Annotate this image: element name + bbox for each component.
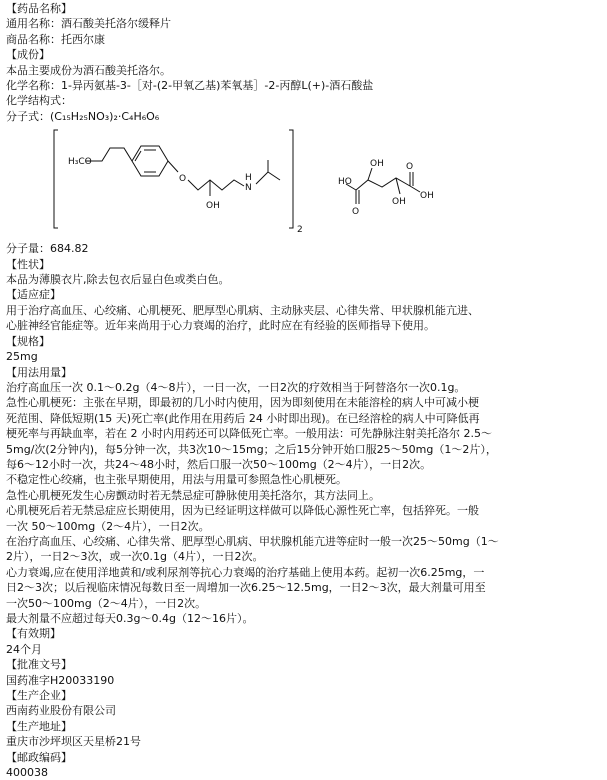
label-methoxy: H₃CO (68, 157, 92, 168)
section-header-validity: 【有效期】 (6, 627, 61, 641)
section-header-dosage: 【用法用量】 (6, 365, 72, 379)
dosage-line: 一次50～100mg（2～4片），一日2次。 (6, 596, 207, 610)
label-subscript-2: 2 (297, 225, 303, 236)
section-header-appearance: 【性状】 (6, 257, 50, 271)
appearance-text: 本品为薄膜衣片,除去包衣后显白色或类白色。 (6, 273, 230, 287)
dosage-line: 5mg/次(2分钟内)，每5分钟一次，共3次10～15mg；之后15分钟开始口服25～50mg（1～2片）， (6, 442, 497, 456)
label-oh: OH (206, 201, 220, 212)
dosage-line: 不稳定性心绞痛，也主张早期使用，用法与用量可参照急性心肌梗死。 (6, 473, 347, 487)
dosage-line: 一次 50～100mg（2～4片），一日2次。 (6, 519, 210, 533)
chemical-name: 化学名称：1-异丙氨基-3-［对-(2-甲氧乙基)苯氧基］-2-丙醇L(+)-酒石酸盐 (6, 79, 374, 93)
tartrate-oh1: OH (370, 159, 384, 170)
section-header-composition: 【成份】 (6, 48, 50, 62)
trade-name: 商品名称：托西尔康 (6, 32, 105, 46)
molecular-formula: 分子式：(C₁₅H₂₅NO₃)₂·C₄H₆O₆ (6, 109, 160, 123)
structure-svg (6, 124, 602, 241)
dosage-line: 心肌梗死后若无禁忌症应长期使用，因为已经证明这样做可以降低心源性死亡率，包括猝死。一般 (6, 504, 479, 518)
label-n: N (245, 183, 252, 194)
section-header-drug-name: 【药品名称】 (6, 2, 72, 15)
composition-main: 本品主要成份为酒石酸美托洛尔。 (6, 63, 171, 77)
tartrate-o2: O (406, 162, 414, 173)
section-header-approval: 【批准文号】 (6, 658, 72, 672)
structure-label: 化学结构式： (6, 94, 72, 108)
dosage-line: 急性心肌梗死发生心房颤动时若无禁忌症可静脉使用美托洛尔，其方法同上。 (6, 488, 380, 502)
tartrate-oh2: OH (392, 197, 406, 208)
indications-line-2: 心脏神经官能症等。近年来尚用于心力衰竭的治疗，此时应在有经验的医师指导下使用。 (6, 319, 435, 333)
label-ether-o: O (179, 174, 187, 185)
molecular-weight: 分子量：684.82 (6, 242, 89, 256)
dosage-line: 每6～12小时一次，共24～48小时，然后口服一次50～100mg（2～4片），一日2次。 (6, 457, 432, 471)
tartrate-ho: HO (338, 177, 352, 188)
dosage-line: 在治疗高血压、心绞痛、心律失常、肥厚型心肌病、甲状腺机能亢进等症时一般一次25～50mg（1～ (6, 534, 499, 548)
spec-value: 25mg (6, 350, 38, 364)
approval-number: 国药准字H20033190 (6, 673, 115, 687)
tartrate-oh3: OH (420, 191, 434, 202)
generic-name: 通用名称：酒石酸美托洛尔缓释片 (6, 17, 171, 31)
drug-label-document (6, 1, 602, 780)
dosage-line: 治疗高血压一次 0.1～0.2g（4～8片），一日一次，一日2次的疗效相当于阿替洛尔一次0.1g。 (6, 380, 466, 394)
section-header-indications: 【适应症】 (6, 288, 61, 302)
dosage-line: 死范围、降低短期(15 天)死亡率(此作用在用药后 24 小时即出现)。在已经溶栓的病人中可降低再 (6, 411, 480, 425)
indications-line-1: 用于治疗高血压、心绞痛、心肌梗死、肥厚型心肌病、主动脉夹层、心律失常、甲状腺机能亢进、 (6, 303, 479, 317)
dosage-line: 急性心肌梗死：主张在早期，即最初的几小时内使用，因为即刻使用在未能溶栓的病人中可减小梗 (6, 396, 479, 410)
manufacturer-address: 重庆市沙坪坝区天星桥21号 (6, 735, 141, 749)
chemical-structure-diagram (6, 124, 602, 241)
section-header-spec: 【规格】 (6, 334, 50, 348)
dosage-line: 最大剂量不应超过每天0.3g～0.4g（12～16片）。 (6, 612, 254, 625)
section-header-postcode: 【邮政编码】 (6, 750, 72, 764)
section-header-manufacturer: 【生产企业】 (6, 689, 72, 703)
section-header-address: 【生产地址】 (6, 719, 72, 733)
tartrate-o1: O (352, 207, 360, 218)
manufacturer-name: 西南药业股份有限公司 (6, 704, 116, 718)
label-h: H (245, 173, 252, 184)
dosage-line: 2片），一日2～3次，或一次0.1g（4片），一日2次。 (6, 550, 264, 564)
dosage-line: 梗死率与再缺血率，若在 2 小时内用药还可以降低死亡率。一般用法：可先静脉注射美托洛尔 2.5～ (6, 427, 492, 441)
validity-value: 24个月 (6, 642, 42, 656)
postcode-value: 400038 (6, 766, 48, 780)
dosage-line: 日2～3次；以后视临床情况每数日至一周增加一次6.25～12.5mg，一日2～3次，最大剂量可用至 (6, 581, 486, 595)
dosage-line: 心力衰竭,应在使用洋地黄和/或利尿剂等抗心力衰竭的治疗基础上使用本药。起初一次6.25mg，一 (6, 565, 485, 579)
